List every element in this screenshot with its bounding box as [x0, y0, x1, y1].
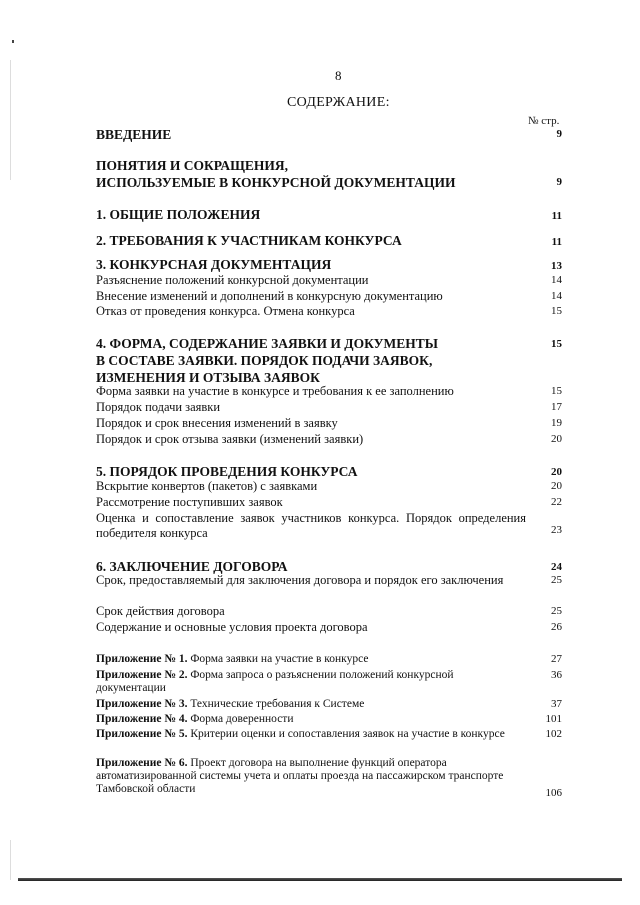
toc-entry-text: Отказ от проведения конкурса. Отмена конкурса	[96, 304, 355, 318]
toc-entry-text: Разъяснение положений конкурсной документации	[96, 273, 369, 287]
scan-mark	[12, 40, 14, 43]
page-number: 8	[335, 68, 342, 83]
toc-entry-page: 11	[551, 236, 562, 248]
toc-entry-text: Срок, предоставляемый для заключения договора и порядок его заключения	[96, 573, 504, 587]
toc-entry-page: 25	[551, 605, 562, 617]
appendix-label: Приложение № 5.	[96, 728, 188, 740]
toc-entry-text: ПОНЯТИЯ И СОКРАЩЕНИЯ, ИСПОЛЬЗУЕМЫЕ В КОНКУРСНОЙ ДОКУМЕНТАЦИИ	[96, 158, 456, 190]
toc-entry-text: Форма заявки на участие в конкурсе и требования к ее заполнению	[96, 384, 454, 398]
toc-entry-text: 1. ОБЩИЕ ПОЛОЖЕНИЯ	[96, 207, 261, 222]
appendix-text: Приложение № 4. Форма доверенности	[96, 713, 294, 725]
toc-entry-text: ВВЕДЕНИЕ	[96, 127, 172, 142]
toc-entry-text: 6. ЗАКЛЮЧЕНИЕ ДОГОВОРА	[96, 559, 288, 574]
appendix-page: 106	[545, 787, 562, 799]
appendix-text: Приложение № 5. Критерии оценки и сопоставления заявок на участие в конкурсе	[96, 728, 505, 740]
appendix-text: Приложение № 3. Технические требования к Системе	[96, 698, 365, 710]
appendix-page: 36	[551, 669, 562, 681]
appendix-label: Приложение № 6.	[96, 757, 188, 769]
toc-entry-page: 15	[551, 338, 562, 350]
toc-entry-page: 23	[551, 524, 562, 536]
toc-entry-page: 14	[551, 274, 562, 286]
toc-entry-text: Порядок и срок отзыва заявки (изменений заявки)	[96, 432, 364, 446]
appendix-label: Приложение № 1.	[96, 653, 188, 665]
toc-entry-text: Рассмотрение поступивших заявок	[96, 495, 283, 509]
appendix-page: 37	[551, 698, 562, 710]
toc-entry-page: 9	[556, 176, 562, 188]
toc-entry-text: 4. ФОРМА, СОДЕРЖАНИЕ ЗАЯВКИ И ДОКУМЕНТЫ В СОСТАВЕ ЗАЯВКИ. ПОРЯДОК ПОДАЧИ ЗАЯВОК, ИЗМЕНЕНИЯ И ОТЗЫВА ЗАЯВОК	[96, 336, 439, 385]
toc-title: СОДЕРЖАНИЕ:	[287, 95, 390, 110]
toc-entry-text: 5. ПОРЯДОК ПРОВЕДЕНИЯ КОНКУРСА	[96, 464, 358, 479]
appendix-text: Приложение № 6. Проект договора на выполнение функций оператора автоматизированной системы учета и оплаты проезда на пассажирском транспорте Тамбовской области	[96, 757, 504, 795]
toc-entry-text: 3. КОНКУРСНАЯ ДОКУМЕНТАЦИЯ	[96, 257, 332, 272]
scan-mark	[10, 840, 11, 880]
toc-entry-page: 9	[556, 128, 562, 140]
toc-entry-text: Оценка и сопоставление заявок участников конкурса. Порядок определения победителя конкурса	[96, 511, 526, 540]
toc-entry-page: 26	[551, 621, 562, 633]
toc-entry-text: Срок действия договора	[96, 604, 225, 618]
toc-entry-page: 15	[551, 305, 562, 317]
toc-entry-page: 11	[551, 210, 562, 222]
appendix-text: Приложение № 2. Форма запроса о разъяснении положений конкурсной документации	[96, 669, 454, 694]
toc-entry-page: 17	[551, 401, 562, 413]
appendix-label: Приложение № 3.	[96, 698, 188, 710]
scan-bottom-edge	[18, 878, 622, 881]
toc-entry-page: 20	[551, 433, 562, 445]
appendix-page: 101	[545, 713, 562, 725]
toc-entry-page: 14	[551, 290, 562, 302]
toc-entry-page: 22	[551, 496, 562, 508]
toc-entry-page: 19	[551, 417, 562, 429]
toc-entry-page: 24	[551, 561, 562, 573]
toc-entry-text: Внесение изменений и дополнений в конкурсную документацию	[96, 289, 443, 303]
toc-entry-text: Вскрытие конвертов (пакетов) с заявками	[96, 479, 318, 493]
appendix-page: 27	[551, 653, 562, 665]
appendix-page: 102	[545, 728, 562, 740]
toc-entry-text: Содержание и основные условия проекта договора	[96, 620, 368, 634]
toc-entry-page: 15	[551, 385, 562, 397]
appendix-label: Приложение № 2.	[96, 669, 188, 681]
toc-entry-page: 13	[551, 260, 562, 272]
toc-entry-page: 20	[551, 480, 562, 492]
toc-entry-page: 25	[551, 574, 562, 586]
page-column-header: № стр.	[528, 115, 560, 127]
appendix-text: Приложение № 1. Форма заявки на участие в конкурсе	[96, 653, 369, 665]
toc-entry-text: Порядок подачи заявки	[96, 400, 221, 414]
scan-mark	[10, 60, 11, 180]
toc-entry-page: 20	[551, 466, 562, 478]
appendix-label: Приложение № 4.	[96, 713, 188, 725]
toc-entry-text: Порядок и срок внесения изменений в заявку	[96, 416, 338, 430]
toc-entry-text: 2. ТРЕБОВАНИЯ К УЧАСТНИКАМ КОНКУРСА	[96, 233, 402, 248]
